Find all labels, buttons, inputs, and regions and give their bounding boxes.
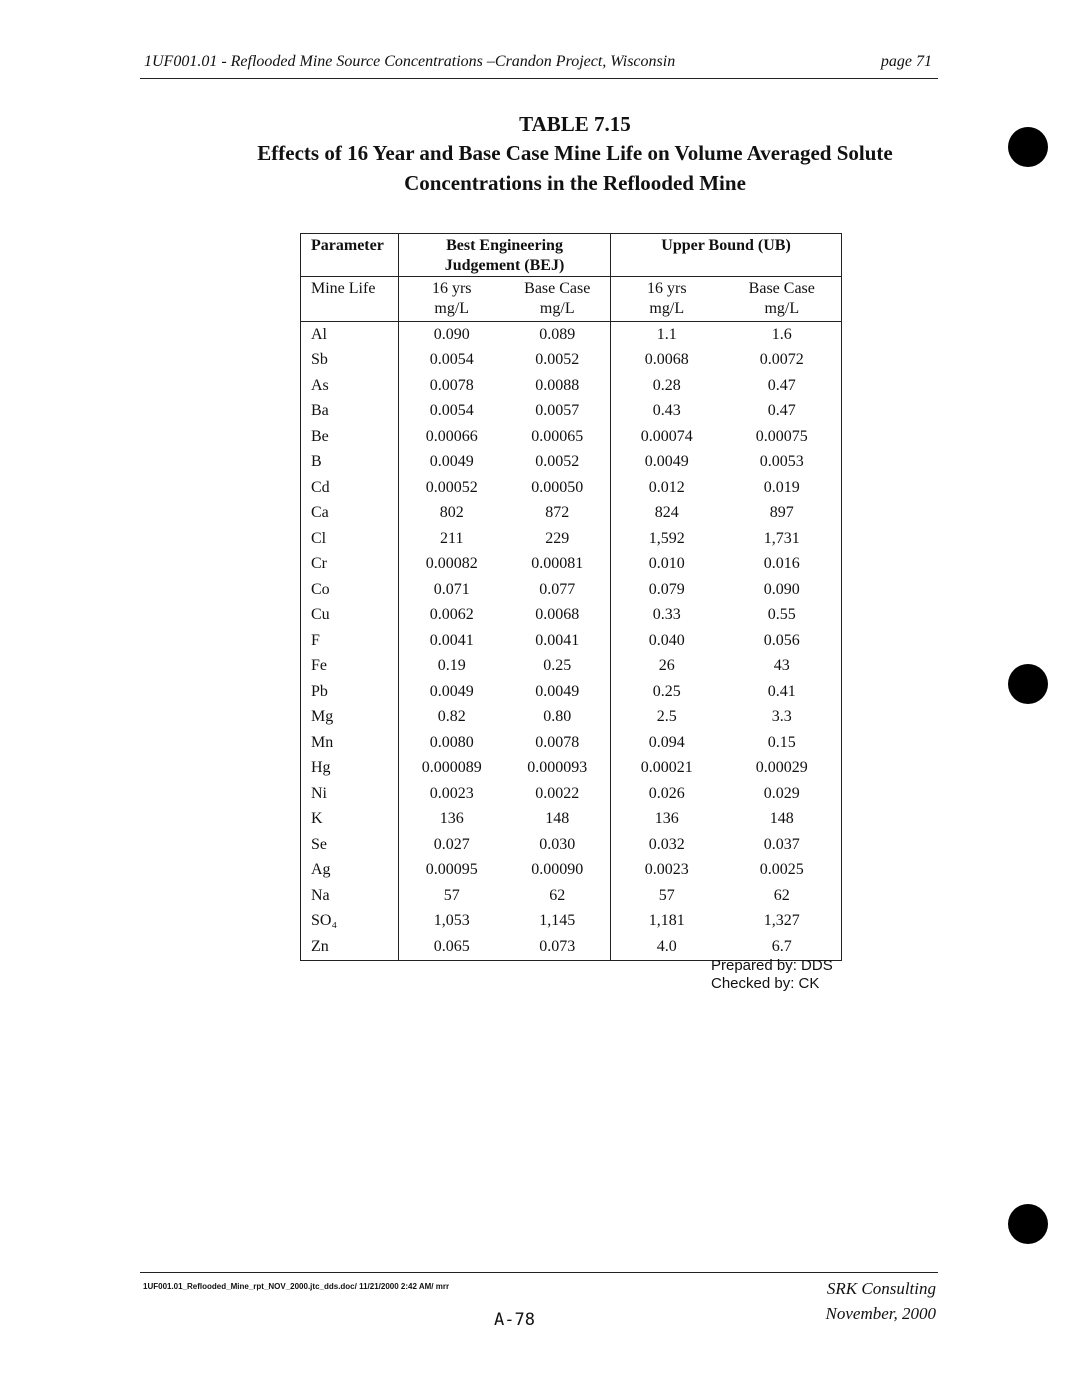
ub-base-cell: 43 <box>723 654 842 680</box>
checked-by: Checked by: CK <box>711 975 820 992</box>
table-row <box>301 450 842 476</box>
bej-16yrs-cell: 0.0023 <box>429 784 474 802</box>
parameter-cell: Ba <box>301 399 399 425</box>
table-row <box>301 322 842 348</box>
table-row <box>301 909 842 935</box>
ub-16yrs-cell: 0.010 <box>648 555 685 573</box>
table-row <box>301 730 842 756</box>
ub-base-cell: 0.00029 <box>723 756 842 782</box>
subheader-ub-base: Base Case mg/L <box>723 277 842 322</box>
parameter-cell: Sb <box>301 348 399 374</box>
parameter-cell: Al <box>301 322 399 348</box>
table-row <box>301 424 842 450</box>
bej-header: Best Engineering Judgement (BEJ) <box>399 234 611 277</box>
footer-firm-name: SRK Consulting <box>826 1279 936 1298</box>
bej-16yrs-cell: 0.0054 <box>429 402 474 420</box>
header-document-title: 1UF001.01 - Reflooded Mine Source Concentrations –Crandon Project, Wisconsin <box>144 53 676 70</box>
ub-16yrs-cell: 26 <box>658 657 675 675</box>
parameter-cell: Cu <box>301 603 399 629</box>
binder-hole-top <box>1008 127 1048 167</box>
table-row <box>301 832 842 858</box>
bej-16yrs-cell: 0.0049 <box>429 682 474 700</box>
table-row <box>301 603 842 629</box>
ub-16yrs-cell: 0.012 <box>648 478 685 496</box>
bej-base-cell: 0.073 <box>505 934 611 960</box>
bej-base-cell: 62 <box>505 883 611 909</box>
bej-base-cell: 0.077 <box>505 577 611 603</box>
bej-base-cell: 0.0022 <box>505 781 611 807</box>
bej-16yrs-cell: 0.00082 <box>425 555 478 573</box>
table-row <box>301 679 842 705</box>
table-row <box>301 883 842 909</box>
parameter-cell: Cd <box>301 475 399 501</box>
ub-16yrs-cell: 0.25 <box>652 682 681 700</box>
bej-16yrs-cell: 0.00066 <box>425 427 478 445</box>
parameter-cell: Mn <box>301 730 399 756</box>
bej-base-cell: 0.80 <box>505 705 611 731</box>
table-row <box>301 552 842 578</box>
ub-16yrs-cell: 0.040 <box>648 631 685 649</box>
binder-hole-bottom <box>1008 1204 1048 1244</box>
ub-16yrs-cell: 57 <box>658 886 675 904</box>
bej-base-cell: 0.00081 <box>505 552 611 578</box>
bej-base-cell: 0.00065 <box>505 424 611 450</box>
table-row <box>301 501 842 527</box>
ub-16yrs-cell: 136 <box>654 810 679 828</box>
bej-16yrs-cell: 0.0041 <box>429 631 474 649</box>
table-row <box>301 348 842 374</box>
bej-base-cell: 0.0052 <box>505 450 611 476</box>
bej-16yrs-cell: 0.00095 <box>425 861 478 879</box>
parameter-cell: Pb <box>301 679 399 705</box>
bej-16yrs-cell: 136 <box>439 810 464 828</box>
bej-16yrs-cell: 0.0078 <box>429 376 474 394</box>
prepared-by: Prepared by: DDS <box>711 957 833 974</box>
parameter-header: Parameter <box>301 234 399 277</box>
bej-base-cell: 0.000093 <box>505 756 611 782</box>
ub-base-cell: 0.016 <box>723 552 842 578</box>
ub-16yrs-cell: 0.079 <box>648 580 685 598</box>
ub-16yrs-cell: 0.0068 <box>644 351 689 369</box>
bej-16yrs-cell: 57 <box>443 886 460 904</box>
parameter-cell: Mg <box>301 705 399 731</box>
ub-base-cell: 148 <box>723 807 842 833</box>
ub-16yrs-cell: 0.026 <box>648 784 685 802</box>
running-header <box>140 50 938 79</box>
bej-16yrs-cell: 0.0054 <box>429 351 474 369</box>
appendix-page-number: A-78 <box>494 1310 535 1330</box>
table-row <box>301 756 842 782</box>
ub-base-cell: 1,327 <box>723 909 842 935</box>
parameter-cell: Ag <box>301 858 399 884</box>
ub-base-cell: 0.00075 <box>723 424 842 450</box>
subheader-bej-16yrs: 16 yrs mg/L <box>399 277 505 322</box>
ub-base-cell: 1,731 <box>723 526 842 552</box>
bej-16yrs-cell: 0.00052 <box>425 478 478 496</box>
ub-base-cell: 0.55 <box>723 603 842 629</box>
concentration-table <box>300 233 841 961</box>
bej-16yrs-cell: 0.19 <box>437 657 466 675</box>
bej-base-cell: 0.00050 <box>505 475 611 501</box>
footer-firm-block <box>826 1276 936 1326</box>
bej-base-cell: 0.089 <box>505 322 611 348</box>
parameter-cell: Ni <box>301 781 399 807</box>
bej-base-cell: 229 <box>505 526 611 552</box>
bej-16yrs-cell: 211 <box>440 529 464 547</box>
ub-16yrs-cell: 0.33 <box>652 606 681 624</box>
bej-16yrs-cell: 0.0062 <box>429 606 474 624</box>
ub-base-cell: 0.15 <box>723 730 842 756</box>
bej-base-cell: 1,145 <box>505 909 611 935</box>
ub-16yrs-cell: 0.0049 <box>644 453 689 471</box>
bej-base-cell: 0.0068 <box>505 603 611 629</box>
table-row <box>301 807 842 833</box>
ub-16yrs-cell: 4.0 <box>656 937 677 955</box>
table-caption-line-1: Effects of 16 Year and Base Case Mine Life on Volume Averaged Solute <box>257 141 893 165</box>
ub-base-cell: 0.037 <box>723 832 842 858</box>
table-row <box>301 577 842 603</box>
footer-filename: 1UF001.01_Reflooded_Mine_rpt_NOV_2000.jtc_dds.doc/ 11/21/2000 2:42 AM/ mrr <box>143 1282 450 1291</box>
table-body <box>301 322 842 961</box>
table-number: TABLE 7.15 <box>519 112 631 136</box>
ub-16yrs-cell: 0.032 <box>648 835 685 853</box>
ub-16yrs-cell: 1,592 <box>648 529 685 547</box>
table-row <box>301 373 842 399</box>
bej-16yrs-cell: 0.071 <box>433 580 470 598</box>
ub-16yrs-cell: 0.0023 <box>644 861 689 879</box>
ub-16yrs-cell: 2.5 <box>656 708 677 726</box>
mine-life-label: Mine Life <box>301 277 399 322</box>
bej-16yrs-cell: 0.065 <box>433 937 470 955</box>
ub-16yrs-cell: 1.1 <box>656 325 677 343</box>
parameter-cell: Se <box>301 832 399 858</box>
subheader-ub-16yrs: 16 yrs mg/L <box>611 277 723 322</box>
ub-base-cell: 0.0025 <box>723 858 842 884</box>
parameter-cell: F <box>301 628 399 654</box>
bej-base-cell: 0.0052 <box>505 348 611 374</box>
table-row <box>301 654 842 680</box>
ub-base-cell: 1.6 <box>723 322 842 348</box>
table-row <box>301 705 842 731</box>
bej-16yrs-cell: 1,053 <box>433 912 470 930</box>
ub-base-cell: 0.0072 <box>723 348 842 374</box>
ub-16yrs-cell: 0.00021 <box>640 759 693 777</box>
bej-base-cell: 0.0078 <box>505 730 611 756</box>
parameter-cell: Fe <box>301 654 399 680</box>
ub-base-cell: 897 <box>723 501 842 527</box>
bej-16yrs-cell: 0.090 <box>433 325 470 343</box>
header-page-number: page 71 <box>880 53 932 70</box>
bej-16yrs-cell: 0.0049 <box>429 453 474 471</box>
ub-base-cell: 0.47 <box>723 373 842 399</box>
table-title-block <box>200 110 950 198</box>
parameter-cell: K <box>301 807 399 833</box>
subheader-bej-base: Base Case mg/L <box>505 277 611 322</box>
bej-base-cell: 0.0088 <box>505 373 611 399</box>
parameter-cell: SO₄ <box>301 909 399 935</box>
ub-16yrs-cell: 0.43 <box>652 402 681 420</box>
ub-16yrs-cell: 0.00074 <box>640 427 693 445</box>
ub-header: Upper Bound (UB) <box>611 234 842 277</box>
bej-base-cell: 0.0049 <box>505 679 611 705</box>
bej-base-cell: 0.0057 <box>505 399 611 425</box>
parameter-cell: Zn <box>301 934 399 960</box>
ub-16yrs-cell: 0.094 <box>648 733 685 751</box>
ub-16yrs-cell: 824 <box>654 504 679 522</box>
ub-base-cell: 0.090 <box>723 577 842 603</box>
table-row <box>301 526 842 552</box>
ub-base-cell: 6.7 <box>723 934 842 960</box>
ub-base-cell: 3.3 <box>723 705 842 731</box>
bej-16yrs-cell: 0.027 <box>433 835 470 853</box>
parameter-cell: Be <box>301 424 399 450</box>
bej-16yrs-cell: 0.82 <box>437 708 466 726</box>
parameter-cell: Hg <box>301 756 399 782</box>
table-row <box>301 399 842 425</box>
bej-base-cell: 872 <box>505 501 611 527</box>
table-row <box>301 781 842 807</box>
parameter-cell: Cl <box>301 526 399 552</box>
bej-base-cell: 0.00090 <box>505 858 611 884</box>
parameter-cell: Cr <box>301 552 399 578</box>
prepared-checked-note <box>711 957 833 993</box>
ub-base-cell: 0.019 <box>723 475 842 501</box>
bej-16yrs-cell: 0.0080 <box>429 733 474 751</box>
bej-16yrs-cell: 0.000089 <box>421 759 482 777</box>
bej-16yrs-cell: 802 <box>439 504 464 522</box>
parameter-cell: Co <box>301 577 399 603</box>
ub-base-cell: 0.0053 <box>723 450 842 476</box>
bej-base-cell: 0.25 <box>505 654 611 680</box>
bej-base-cell: 0.030 <box>505 832 611 858</box>
ub-base-cell: 0.47 <box>723 399 842 425</box>
parameter-cell: Na <box>301 883 399 909</box>
bej-base-cell: 148 <box>505 807 611 833</box>
table-row <box>301 475 842 501</box>
parameter-cell: As <box>301 373 399 399</box>
table-row <box>301 858 842 884</box>
ub-base-cell: 62 <box>723 883 842 909</box>
parameter-cell: B <box>301 450 399 476</box>
ub-base-cell: 0.056 <box>723 628 842 654</box>
parameter-cell: Ca <box>301 501 399 527</box>
ub-16yrs-cell: 1,181 <box>648 912 685 930</box>
ub-16yrs-cell: 0.28 <box>652 376 681 394</box>
bej-base-cell: 0.0041 <box>505 628 611 654</box>
binder-hole-middle <box>1008 664 1048 704</box>
ub-base-cell: 0.029 <box>723 781 842 807</box>
ub-base-cell: 0.41 <box>723 679 842 705</box>
footer-rule <box>140 1272 938 1273</box>
table-row <box>301 628 842 654</box>
table-caption-line-2: Concentrations in the Reflooded Mine <box>404 171 746 195</box>
footer-date: November, 2000 <box>825 1304 936 1323</box>
